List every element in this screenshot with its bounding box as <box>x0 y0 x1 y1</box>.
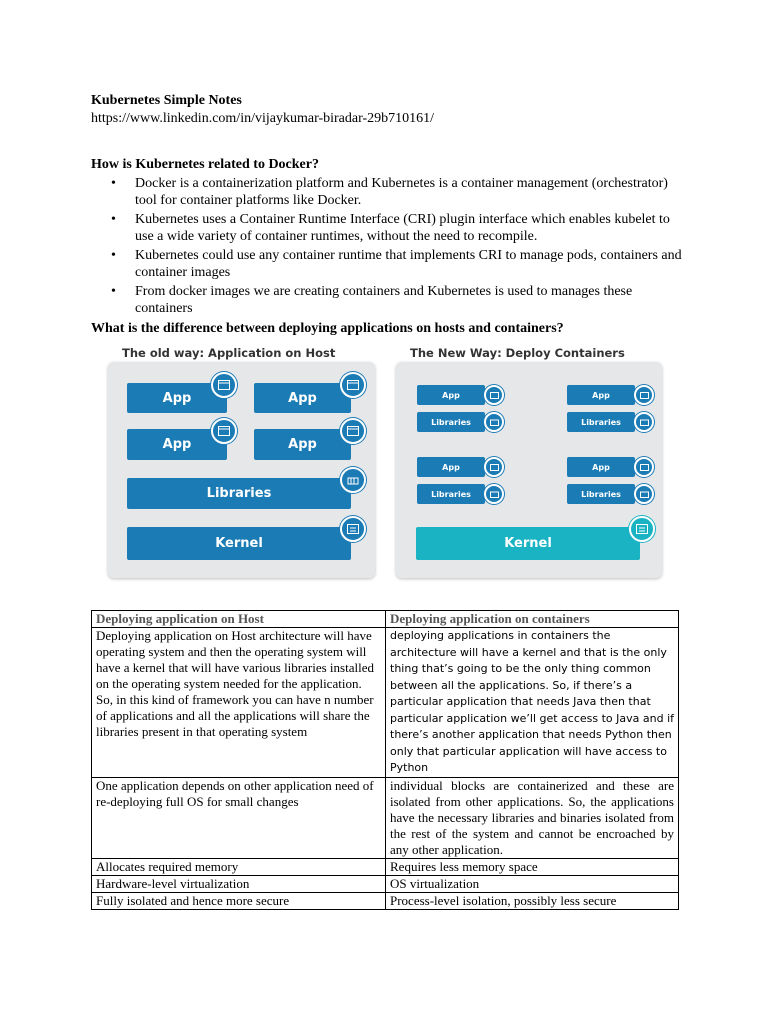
list-item: • Kubernetes uses a Container Runtime Interface (CRI) plugin interface which enables kubelet to use a wide variety of container runtimes, without the need to recompile. <box>111 212 670 244</box>
table-cell: Process-level isolation, possibly less secure <box>386 892 679 909</box>
document-title: Kubernetes Simple Notes <box>91 93 242 108</box>
container-libraries-block: Libraries <box>417 484 485 504</box>
app-window-icon <box>484 385 504 405</box>
bullet-text: Docker is a containerization platform and Kubernetes is a container management (orchestrator) tool for container platforms like Docker. <box>135 176 668 208</box>
app-window-icon <box>634 457 654 477</box>
table-row <box>92 892 679 909</box>
libraries-icon <box>634 412 654 432</box>
header-containers: Deploying application on containers <box>386 611 679 628</box>
container-app-block: App <box>567 457 635 477</box>
list-item: • Kubernetes could use any container runtime that implements CRI to manage pods, containers and container images <box>111 248 682 280</box>
app-window-icon <box>634 385 654 405</box>
app-block: App <box>254 383 351 413</box>
app-block: App <box>127 429 227 460</box>
table-cell: OS virtualization <box>386 875 679 892</box>
kernel-icon <box>629 516 655 542</box>
container-app-block: App <box>417 457 485 477</box>
libraries-icon <box>484 484 504 504</box>
table-cell: Deploying application on Host architecture will have operating system and then the operating system will have a kernel that will have various libraries installed on the operating system needed for the application. So, in this kind of framework you can have n number of applications and all the applications will share the libraries present in that operating system <box>92 628 386 778</box>
app-window-icon <box>211 418 237 444</box>
table-cell: Fully isolated and hence more secure <box>92 892 386 909</box>
bullet-text: From docker images we are creating containers and Kubernetes is used to manages these containers <box>135 284 633 316</box>
linkedin-url[interactable]: https://www.linkedin.com/in/vijaykumar-biradar-29b710161/ <box>91 111 435 126</box>
question-heading-1: How is Kubernetes related to Docker? <box>91 157 319 172</box>
table-header-row <box>92 611 679 628</box>
bullet-list <box>91 175 691 319</box>
table-row <box>92 858 679 875</box>
table-cell: One application depends on other application need of re-deploying full OS for small changes <box>92 777 386 858</box>
list-item: • From docker images we are creating containers and Kubernetes is used to manages these containers <box>111 284 633 316</box>
app-block: App <box>254 429 351 460</box>
table-row <box>92 777 679 858</box>
old-way-title: The old way: Application on Host <box>122 346 336 360</box>
kernel-icon <box>340 516 366 542</box>
table-cell: Hardware-level virtualization <box>92 875 386 892</box>
libraries-icon <box>634 484 654 504</box>
container-app-block: App <box>417 385 485 405</box>
app-window-icon <box>340 372 366 398</box>
table-cell: Requires less memory space <box>386 858 679 875</box>
libraries-block: Libraries <box>127 478 351 509</box>
header-host: Deploying application on Host <box>92 611 386 628</box>
list-item: • Docker is a containerization platform and Kubernetes is a container management (orchestrator) tool for container platforms like Docker. <box>111 176 668 208</box>
comparison-table <box>91 610 679 910</box>
container-libraries-block: Libraries <box>567 484 635 504</box>
question-heading-2: What is the difference between deploying applications on hosts and containers? <box>91 321 564 336</box>
app-window-icon <box>484 457 504 477</box>
table-cell: individual blocks are containerized and these are isolated from other applications. So, the applications have the necessary libraries and binaries isolated from the rest of the system and cannot be encroached by any other application. <box>386 777 679 858</box>
app-window-icon <box>211 372 237 398</box>
kernel-block: Kernel <box>127 527 351 560</box>
app-block: App <box>127 383 227 413</box>
table-row <box>92 875 679 892</box>
container-libraries-block: Libraries <box>417 412 485 432</box>
libraries-icon <box>340 467 366 493</box>
new-way-title: The New Way: Deploy Containers <box>410 346 625 360</box>
table-row <box>92 628 679 778</box>
container-kernel-block: Kernel <box>416 527 640 560</box>
container-libraries-block: Libraries <box>567 412 635 432</box>
table-cell: Allocates required memory <box>92 858 386 875</box>
libraries-icon <box>484 412 504 432</box>
container-app-block: App <box>567 385 635 405</box>
bullet-text: Kubernetes uses a Container Runtime Interface (CRI) plugin interface which enables kubelet to use a wide variety of container runtimes, without the need to recompile. <box>135 212 670 244</box>
app-window-icon <box>340 418 366 444</box>
table-cell: deploying applications in containers the architecture will have a kernel and that is the only thing that’s going to be the only thing common between all the applications. So, if there’s a particular application that needs Java then that particular application we’ll get access to Java and if there’s another application that needs Python then only that particular application will have access to Python <box>386 628 679 778</box>
bullet-text: Kubernetes could use any container runtime that implements CRI to manage pods, containers and container images <box>135 248 682 280</box>
